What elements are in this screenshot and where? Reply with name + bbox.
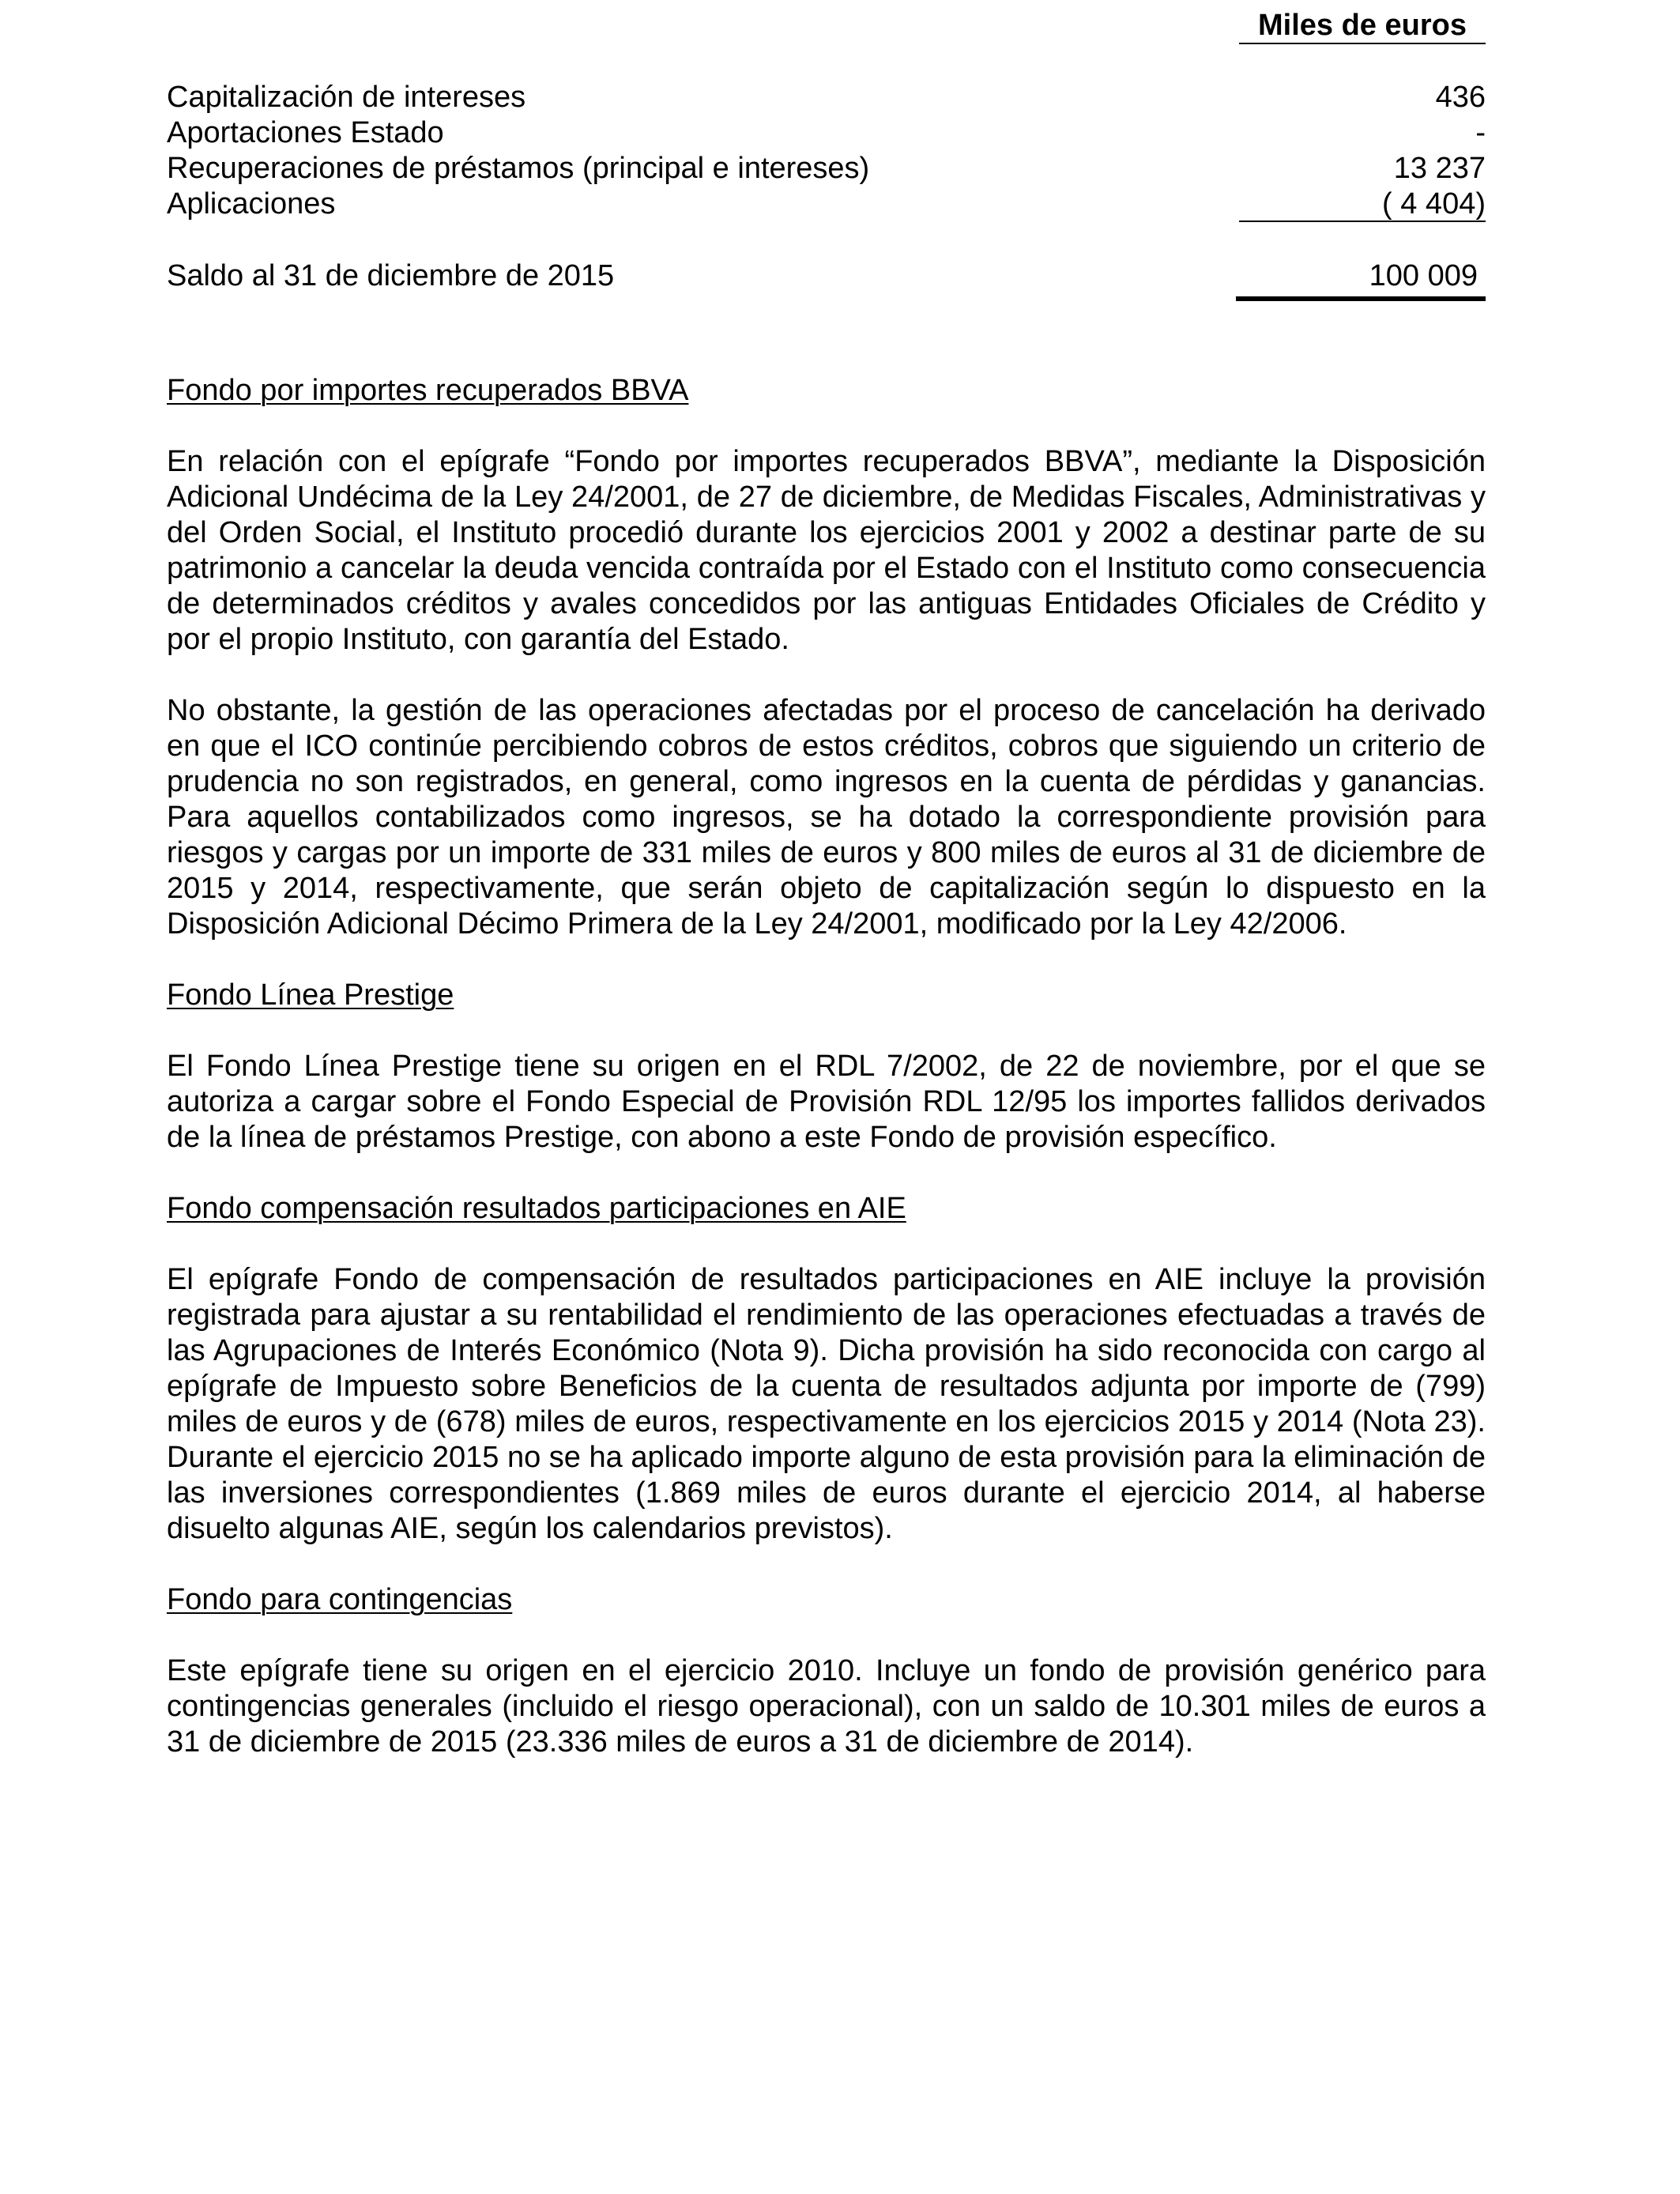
paragraph: Este epígrafe tiene su origen en el ejercicio 2010. Incluye un fondo de provisión genérico para contingencias generales (incluido el riesgo operacional), con un saldo de 10.301 miles de euros a 31 de diciembre de 2015 (23.336 miles de euros a 31 de diciembre de 2014). — [167, 1654, 1486, 1759]
paragraph: No obstante, la gestión de las operaciones afectadas por el proceso de cancelación ha derivado en que el ICO continúe percibiendo cobros de estos créditos, cobros que siguiendo un criterio de prudencia no son registrados, en general, como ingresos en la cuenta de pérdidas y ganancias. Para aquellos contabilizados como ingresos, se ha dotado la correspondiente provisión para riesgos y cargas por un importe de 331 miles de euros y 800 miles de euros al 31 de diciembre de 2015 y 2014, respectivamente, que serán objeto de capitalización según lo dispuesto en la Disposición Adicional Décimo Primera de la Ley 24/2001, modificado por la Ley 42/2006. — [167, 694, 1486, 941]
row-label: Capitalización de intereses — [167, 81, 526, 114]
column-header: Miles de euros — [1239, 8, 1486, 44]
total-value: 100 009 — [1369, 259, 1478, 292]
section-title: Fondo para contingencias — [167, 1583, 513, 1616]
total-label: Saldo al 31 de diciembre de 2015 — [167, 259, 615, 292]
body-text — [167, 373, 1486, 1796]
table-row — [167, 115, 1486, 151]
table-row — [167, 151, 1486, 187]
paragraph: En relación con el epígrafe “Fondo por importes recuperados BBVA”, mediante la Disposición Adicional Undécima de la Ley 24/2001, de 27 de diciembre, de Medidas Fiscales, Administrativas y del Orden Social, el Instituto procedió durante los ejercicios 2001 y 2002 a destinar parte de su patrimonio a cancelar la deuda vencida contraída por el Estado con el Instituto como consecuencia de determinados créditos y avales concedidos por las antiguas Entidades Oficiales de Crédito y por el propio Instituto, con garantía del Estado. — [167, 445, 1486, 656]
balance-table — [167, 80, 1486, 222]
row-value: 13 237 — [1393, 152, 1486, 185]
total-underline — [1236, 296, 1486, 301]
section-title: Fondo por importes recuperados BBVA — [167, 374, 689, 407]
total-row — [167, 258, 1486, 298]
row-label: Recuperaciones de préstamos (principal e intereses) — [167, 152, 870, 185]
row-value: 436 — [1435, 81, 1486, 114]
row-value: - — [1475, 116, 1486, 149]
section-title: Fondo Línea Prestige — [167, 978, 454, 1012]
paragraph: El Fondo Línea Prestige tiene su origen en el RDL 7/2002, de 22 de noviembre, por el que se autoriza a cargar sobre el Fondo Especial de Provisión RDL 12/95 los importes fallidos derivados de la línea de préstamos Prestige, con abono a este Fondo de provisión específico. — [167, 1050, 1486, 1154]
row-value: ( 4 404) — [1239, 187, 1486, 222]
row-label: Aportaciones Estado — [167, 116, 444, 149]
table-row — [167, 80, 1486, 115]
table-row — [167, 187, 1486, 222]
table-header — [167, 8, 1486, 44]
paragraph: El epígrafe Fondo de compensación de resultados participaciones en AIE incluye la provisión registrada para ajustar a su rentabilidad el rendimiento de las operaciones efectuadas a través de las Agrupaciones de Interés Económico (Nota 9). Dicha provisión ha sido reconocida con cargo al epígrafe de Impuesto sobre Beneficios de la cuenta de resultados adjunta por importe de (799) miles de euros y de (678) miles de euros, respectivamente en los ejercicios 2015 y 2014 (Nota 23). Durante el ejercicio 2015 no se ha aplicado importe alguno de esta provisión para la eliminación de las inversiones correspondientes (1.869 miles de euros durante el ejercicio 2014, al haberse disuelto algunas AIE, según los calendarios previstos). — [167, 1263, 1486, 1545]
row-label: Aplicaciones — [167, 187, 336, 221]
section-title: Fondo compensación resultados participaciones en AIE — [167, 1192, 906, 1225]
